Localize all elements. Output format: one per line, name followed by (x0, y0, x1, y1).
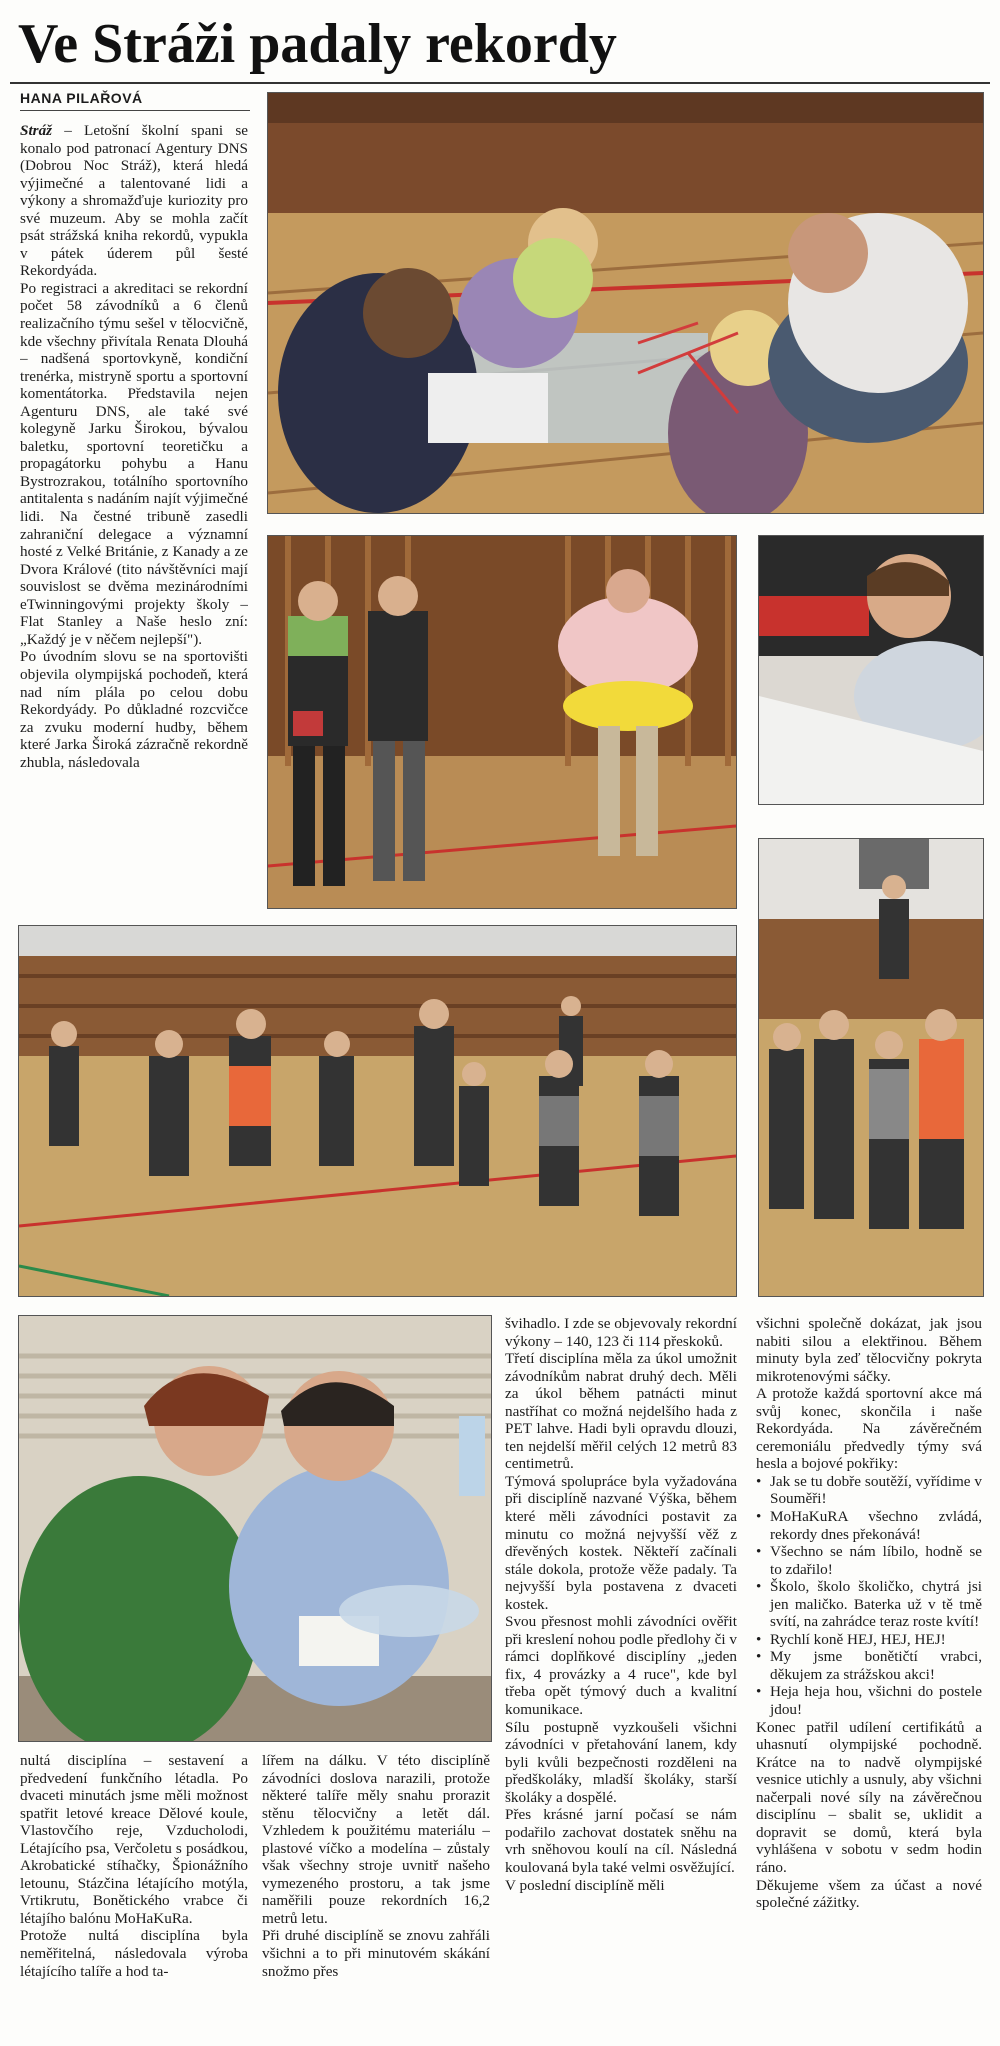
paragraph: švihadlo. I zde se objevovaly rekordní výkony – 140, 123 či 114 přeskoků. (505, 1315, 737, 1350)
paragraph: Třetí disciplína měla za úkol umožnit závodníkům nabrat druhý dech. Měli za úkol během patnácti minut nastříhat co možná nejdelšího hada z PET lahve. Hadi byli opravdu dlouzi, ten nejdelší měřil celých 12 metrů 83 centimetrů. (505, 1350, 737, 1473)
dateline: Stráž (20, 122, 53, 139)
photo-warmup-dance (18, 925, 737, 1297)
paragraph: Po úvodním slovu se na sportovišti objevila olympijská pochodeň, která nad ním plála po celou dobu Rekordyády. Po důkladné rozcvičce za zvuku moderní hudby, během které Jarka Široká zázračně rekordně zhubla, následovala (20, 648, 248, 771)
photo-teacher-and-children-on-floor (267, 92, 984, 514)
photo-cutting-pet-bottle (18, 1315, 492, 1742)
text-column-3 (262, 1752, 490, 2044)
paragraph: Konec patřil udílení certifikátů a uhasnutí olympijské pochodně. Krátce na to nadvě olympijské vesnice utichly a usnuly, aby všichni načerpali nové síly na závěrečnou disciplínu – sbalit se, uklidit a dopravit se domů, která byla vyhlášena v sobotu v sedm hodin ráno. (756, 1718, 982, 1876)
chant-item: • My jsme bonětičtí vrabci, děkujem za strážskou akci! (756, 1648, 982, 1683)
paragraph: lířem na dálku. V této disciplíně závodníci doslova narazili, protože některé talíře měly snahu prorazit stěnu tělocvičny a letět dál. Vzhledem k použitému materiálu – plastové víčko a modelína – zůstaly však všechny stroje uvnitř našeho vymezeného prostoru, a tak jsme naměřili pouze rekordních 16,2 metrů letu. (262, 1752, 490, 1927)
paragraph: nultá disciplína – sestavení a předvedení funkčního létadla. Po dvaceti minutách jsme měli možnost spatřit letové kreace Dělové koule, Vlastovčího reje, Vzducholodi, Létajícího psa, Verčoletu s posádkou, Akrobatické stíhačky, Špionážního letounu, Stázčina létajícího motýla, Vrtikrutu, Bonětického vrabce či létajího balónu MoHaKuRa. (20, 1752, 248, 1927)
chant-item: • Rychlí koně HEJ, HEJ, HEJ! (756, 1631, 982, 1649)
chant-item: • Všechno se nám líbilo, hodně se to zdařilo! (756, 1543, 982, 1578)
chant-item: • MoHaKuRA všechno zvládá, rekordy dnes překonává! (756, 1508, 982, 1543)
paragraph: Týmová spolupráce byla vyžadována při disciplíně nazvané Výška, během které měli závodníci postavit za minutu co možná nejvyšší věž z dřevěných kostek. Někteří začínali stále dokola, protože věže padaly. Ta nejvyšší byla postavena z dvaceti kostek. (505, 1472, 737, 1613)
article-headline: Ve Stráži padaly rekordy (18, 13, 617, 75)
headline-rule (10, 82, 990, 84)
photo-costumed-presenters (267, 535, 737, 909)
text-column-2 (20, 1752, 248, 2044)
paragraph: všichni společně dokázat, jak jsou nabiti silou a elektřinou. Během minuty byla zeď tělocvičny pokryta mikrotenovými sáčky. (756, 1315, 982, 1385)
photo-boy-drawing (758, 535, 984, 805)
paragraph: Při druhé disciplíně se znovu zahřáli všichni a to při minutovém skákání snožmo přes (262, 1927, 490, 1980)
paragraph: – Letošní školní spani se konalo pod patronací Agentury DNS (Dobrou Noc Stráž), která hledá výjimečné a talentované lidi a výkony a shromažďuje kuriozity pro své muzeum. Aby se mohla začít psát strážská kniha rekordů, vypukla v pátek úderem půl šesté Rekordyáda. (20, 122, 248, 280)
text-column-4 (505, 1315, 737, 2044)
chant-item: • Školo, školo školičko, chytrá jsi jen maličko. Baterka už v tě tmě svítí, na zahrádce teraz roste kvítí! (756, 1578, 982, 1631)
byline: HANA PILAŘOVÁ (20, 90, 250, 111)
chant-item: • Jak se tu dobře soutěží, vyřídime v Souměři! (756, 1473, 982, 1508)
paragraph: A protože každá sportovní akce má svůj konec, skončila i naše Rekordyáda. Na závěrečném ceremoniálu předvedly týmy svá hesla a bojové pokřiky: (756, 1385, 982, 1473)
photo-children-standing (758, 838, 984, 1297)
chant-item: • Heja heja hou, všichni do postele jdou! (756, 1683, 982, 1718)
paragraph: Svou přesnost mohli závodníci ověřit při kreslení nohou podle předlohy či v rámci doplňkové disciplíny „jeden fix, 4 provázky a 4 ruce", kde byl třeba opět týmový duch a kvalitní komunikace. (505, 1613, 737, 1719)
paragraph: Děkujeme všem za účast a nové společné zážitky. (756, 1876, 982, 1912)
paragraph: V poslední disciplíně měli (505, 1876, 665, 1894)
paragraph: Sílu postupně vyzkoušeli všichni závodníci v přetahování lanem, kdy byli kvůli bezpečnosti rozděleni na předškoláky, mladší školáky, starší školáky a dospělé. (505, 1718, 737, 1806)
paragraph: Přes krásné jarní počasí se nám podařilo zachovat dostatek sněhu na vrh sněhovou koulí na cíl. Následná koulovaná byla také velmi osvěžující. (505, 1806, 737, 1876)
text-column-1 (20, 122, 248, 922)
paragraph: Po registraci a akreditaci se rekordní počet 58 závodníků a 6 členů realizačního týmu sešel v tělocvičně, kde všechny přivítala Renata Dlouhá – nadšená sportovkyně, kondiční trenérka, mistryně sportu a sportovní komentátorka. Představila nejen Agenturu DNS, ale také své kolegyně Jarku Širokou, bývalou baletku, sportovní teoretičku a propagátorku pohybu a Hanu Bystrozrakou, totálního sportovního antitalenta s nadáním najít výjimečné lidi. Na čestné tribuně zasedli zahraniční delegace a významní hosté z Velké Británie, z Kanady a ze Dvora Králové (tito návštěvníci mají souvislost se dvěma mezinárodními eTwinningovými projekty školy – Flat Stanley a Naše heslo zní: „Každý je v něčem nejlepší"). (20, 279, 248, 648)
chant-list (756, 1473, 982, 1719)
text-column-5 (756, 1315, 982, 2044)
paragraph: Protože nultá disciplína byla neměřitelná, následovala výroba létajícího talíře a hod ta- (20, 1927, 248, 1980)
